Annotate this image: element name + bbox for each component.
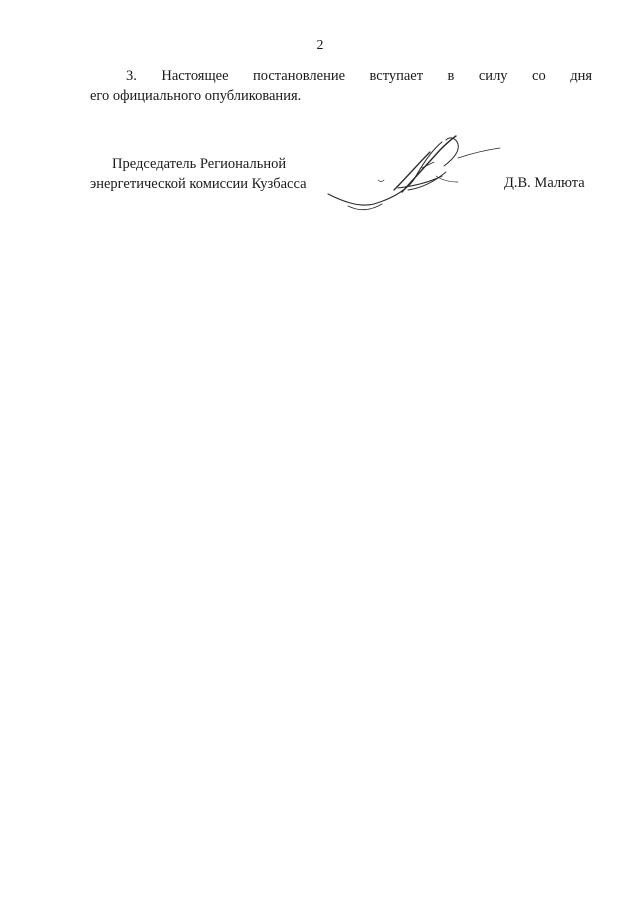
paragraph-line-2: его официального опубликования. xyxy=(90,88,302,104)
paragraph-number: 3. xyxy=(126,68,137,84)
signer-title-line-1: Председатель Региональной xyxy=(112,156,287,172)
paragraph-line-1 xyxy=(90,68,592,85)
signer-title xyxy=(90,154,307,194)
paragraph-word: со xyxy=(532,68,546,84)
paragraph-word: Настоящее xyxy=(161,68,229,84)
paragraph-word: вступает xyxy=(369,68,424,84)
page-number: 2 xyxy=(316,38,324,53)
signer-title-line-2: энергетической комиссии Кузбасса xyxy=(90,176,307,192)
paragraph-word: силу xyxy=(478,68,508,84)
paragraph-word: в xyxy=(447,68,455,84)
handwritten-signature xyxy=(318,128,518,238)
signer-name: Д.В. Малюта xyxy=(504,175,585,191)
paragraph-word: постановление xyxy=(252,68,346,84)
paragraph-word: дня xyxy=(570,68,592,84)
